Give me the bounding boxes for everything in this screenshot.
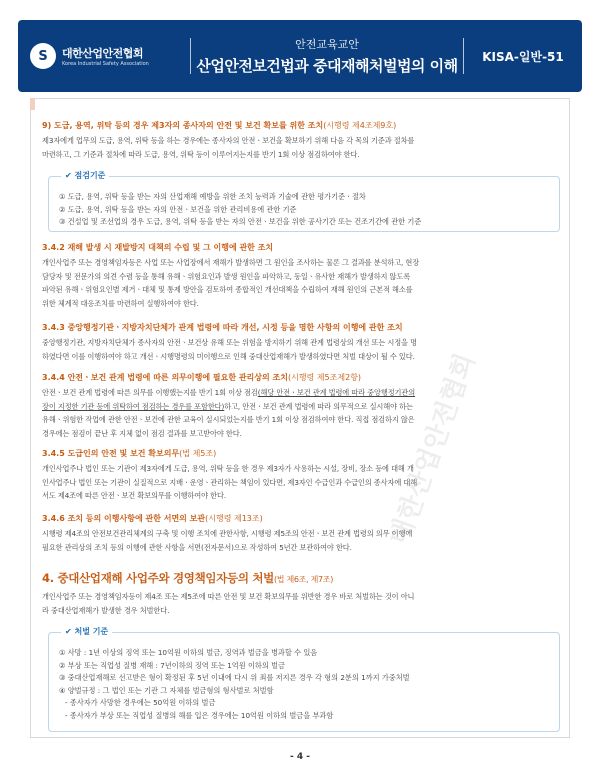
paragraph-line: 위한 체계적 대응조치를 마련하여 실행하여야 한다. <box>42 298 199 308</box>
paragraph-line: 중앙행정기관, 지방자치단체가 종사자의 안전ㆍ보건상 유해 또는 위험을 방지하기 위해 관계 법령상의 개선 또는 시정을 명 <box>42 338 417 347</box>
paragraph-line: 개인사업주 또는 경영책임자등은 사업 또는 사업장에서 재해가 발생하면 그 원인을 조사하는 물론 그 결과를 분석하고, 현장 <box>42 258 420 267</box>
paragraph-line: 유해ㆍ위험한 작업에 관한 안전ㆍ보건에 관한 교육이 실시되었는지를 반기 1회 이상 점검하여야 한다. 직접 점검하지 않은 <box>42 415 415 425</box>
section-9 <box>42 120 562 161</box>
section-heading: 3.4.4 안전ㆍ보건 관계 법령에 따른 의무이행에 필요한 관리상의 조치(시행령 제5조제2항) <box>42 373 362 382</box>
section-4-heading: 4. 중대산업재해 사업주와 경영책임자등의 처벌(법 제6조, 제7조) <box>42 571 334 585</box>
section-3-4-3 <box>42 322 562 363</box>
header-divider <box>190 38 191 74</box>
header-divider <box>463 38 464 74</box>
paragraph-line: 라 중대산업재해가 발생한 경우 처벌한다. <box>42 605 170 615</box>
corner-accent <box>30 98 35 110</box>
list-item: ② 부상 또는 직업성 질병 재해 : 7년이하의 징역 또는 1억원 이하의 벌금 <box>59 660 285 670</box>
logo-icon: S <box>30 43 56 69</box>
box-label: ✔ 처벌 기준 <box>61 626 112 637</box>
section-heading: 3.4.3 중앙행정기관ㆍ지방자치단체가 관계 법령에 따라 개선, 시정 등을 명한 사항의 이행에 관한 조치 <box>42 323 403 332</box>
watermark: 대한산업안전협회 <box>384 349 482 549</box>
list-subitem: - 종사자가 부상 또는 직업성 질병의 해를 입은 경우에는 10억원 이하의 벌금을 부과함 <box>65 710 334 720</box>
penalty-criteria-box <box>48 627 560 732</box>
page-number: - 4 - <box>290 752 310 762</box>
list-item: ① 도급, 용역, 위탁 등을 받는 자의 산업재해 예방을 위한 조치 능력과 기술에 관한 평가기준ㆍ절차 <box>59 192 366 201</box>
section-3-4-5 <box>42 448 562 503</box>
page-header <box>18 20 582 92</box>
paragraph-line: 제3자에게 업무의 도급, 용역, 위탁 등을 하는 경우에는 종사자의 안전ㆍ보건을 확보하기 위해 다음 각 목의 기준과 절차를 <box>42 136 415 145</box>
section-3-4-4 <box>42 372 562 440</box>
paragraph-line: 개인사업주 또는 경영책임자등이 제4조 또는 제5조에 따른 안전 및 보건 확보의무를 위반한 경우 바로 처벌하는 것이 아니 <box>42 592 415 601</box>
document-title: 산업안전보건법과 중대재해처벌법의 이해 <box>196 57 458 75</box>
paragraph-line: 하였다면 이를 이행하여야 하고 개선ㆍ시행명령의 미이행으로 인해 중대산업재해가 발생하였다면 처벌 대상이 될 수 있다. <box>42 351 415 361</box>
list-subitem: - 종사자가 사망한 경우에는 50억원 이하의 벌금 <box>65 698 216 708</box>
list-item: ① 사망 : 1년 이상의 징역 또는 10억원 이하의 벌금, 징역과 벌금을 병과할 수 있음 <box>59 648 318 657</box>
paragraph-line: 장이 지정한 기관 등에 위탁하여 점검하는 경우를 포함한다)하고, 안전ㆍ보건 관계 법령에 따라 의무적으로 실시해야 하는 <box>42 401 413 411</box>
paragraph-line: 서도 제4조에 따른 안전ㆍ보건 확보의무를 이행하여야 한다. <box>42 491 227 501</box>
org-logo <box>18 43 190 69</box>
org-name-en: Korea Industrial Safety Association <box>62 61 149 67</box>
document-code: KISA-일반-51 <box>482 49 564 64</box>
section-heading: 3.4.2 재해 발생 시 재발방지 대책의 수립 및 그 이행에 관한 조치 <box>42 243 274 252</box>
box-label: ✔ 점검기준 <box>61 170 109 181</box>
list-item: ③ 중대산업재해로 선고받은 형이 확정된 후 5년 이내에 다시 위 죄를 저지른 경우 각 형의 2분의 1까지 가중처벌 <box>59 673 410 683</box>
check-criteria-box <box>48 171 560 232</box>
paragraph-line: 인사업주나 법인 또는 기관이 실질적으로 지배ㆍ운영ㆍ관리하는 책임이 있다면, 제3자인 수급인과 수급인의 종사자에 대해 <box>42 477 418 487</box>
paragraph-line: 시행령 제4조의 안전보건관리체계의 구축 및 이행 조치에 관한사항, 시행령 제5조의 안전ㆍ보건 관계 법령의 의무 이행에 <box>42 529 413 538</box>
list-item: ④ 양벌규정 : 그 법인 또는 기관 그 자체를 벌금형의 형사벌로 처벌함 <box>59 685 274 695</box>
section-heading: 3.4.6 조치 등의 이행사항에 관한 서면의 보관(시행령 제13조) <box>42 514 263 523</box>
header-subtitle: 안전교육교안 <box>295 38 359 51</box>
paragraph-line: 담당자 및 전문가의 의견 수렴 등을 통해 유해ㆍ위험요인과 발생 원인을 파악하고, 동일ㆍ유사한 재해가 발생하지 않도록 <box>42 271 411 281</box>
paragraph-line: 파악된 유해ㆍ위험요인별 제거ㆍ대체 및 통제 방안을 검토하여 종합적인 개선대책을 수립하여 재해 원인의 근본적 해소를 <box>42 285 413 295</box>
paragraph-line: 필요한 관리상의 조치 등의 이행에 관한 사항을 서면(전자문서)으로 작성하여 5년간 보관하여야 한다. <box>42 542 352 552</box>
paragraph-line: 마련하고, 그 기준과 절차에 따라 도급, 용역, 위탁 등이 이루어지는지를 반기 1회 이상 점검하여야 한다. <box>42 149 360 159</box>
section-heading: 9) 도급, 용역, 위탁 등의 경우 제3자의 종사자의 안전 및 보건 확보를 위한 조치(시행령 제4조제9호) <box>42 121 397 130</box>
section-3-4-6 <box>42 513 562 554</box>
list-item: ② 도급, 용역, 위탁 등을 받는 자의 안전ㆍ보건을 위한 관리비용에 관한 기준 <box>59 204 297 214</box>
paragraph-line: 경우에는 점검이 끝난 후 지체 없이 점검 결과를 보고받아야 한다. <box>42 428 242 438</box>
paragraph-line: 안전ㆍ보건 관계 법령에 따른 의무를 이행했는지를 반기 1회 이상 점검(해당 안전ㆍ보건 관계 법령에 따라 중앙행정기관의 <box>42 388 416 397</box>
section-4-body <box>42 590 562 617</box>
paragraph-line: 개인사업주나 법인 또는 기관이 제3자에게 도급, 용역, 위탁 등을 한 경우 제3자가 사용하는 시설, 장비, 장소 등에 대해 개 <box>42 464 414 473</box>
org-name: 대한산업안전협회 <box>62 47 144 60</box>
section-3-4-2 <box>42 242 562 310</box>
list-item: ③ 건설업 및 조선업의 경우 도급, 용역, 위탁 등을 받는 자의 안전ㆍ보건을 위한 공사기간 또는 건조기간에 관한 기준 <box>59 217 422 227</box>
section-heading: 3.4.5 도급인의 안전 및 보건 확보의무(법 제5조) <box>42 449 217 458</box>
